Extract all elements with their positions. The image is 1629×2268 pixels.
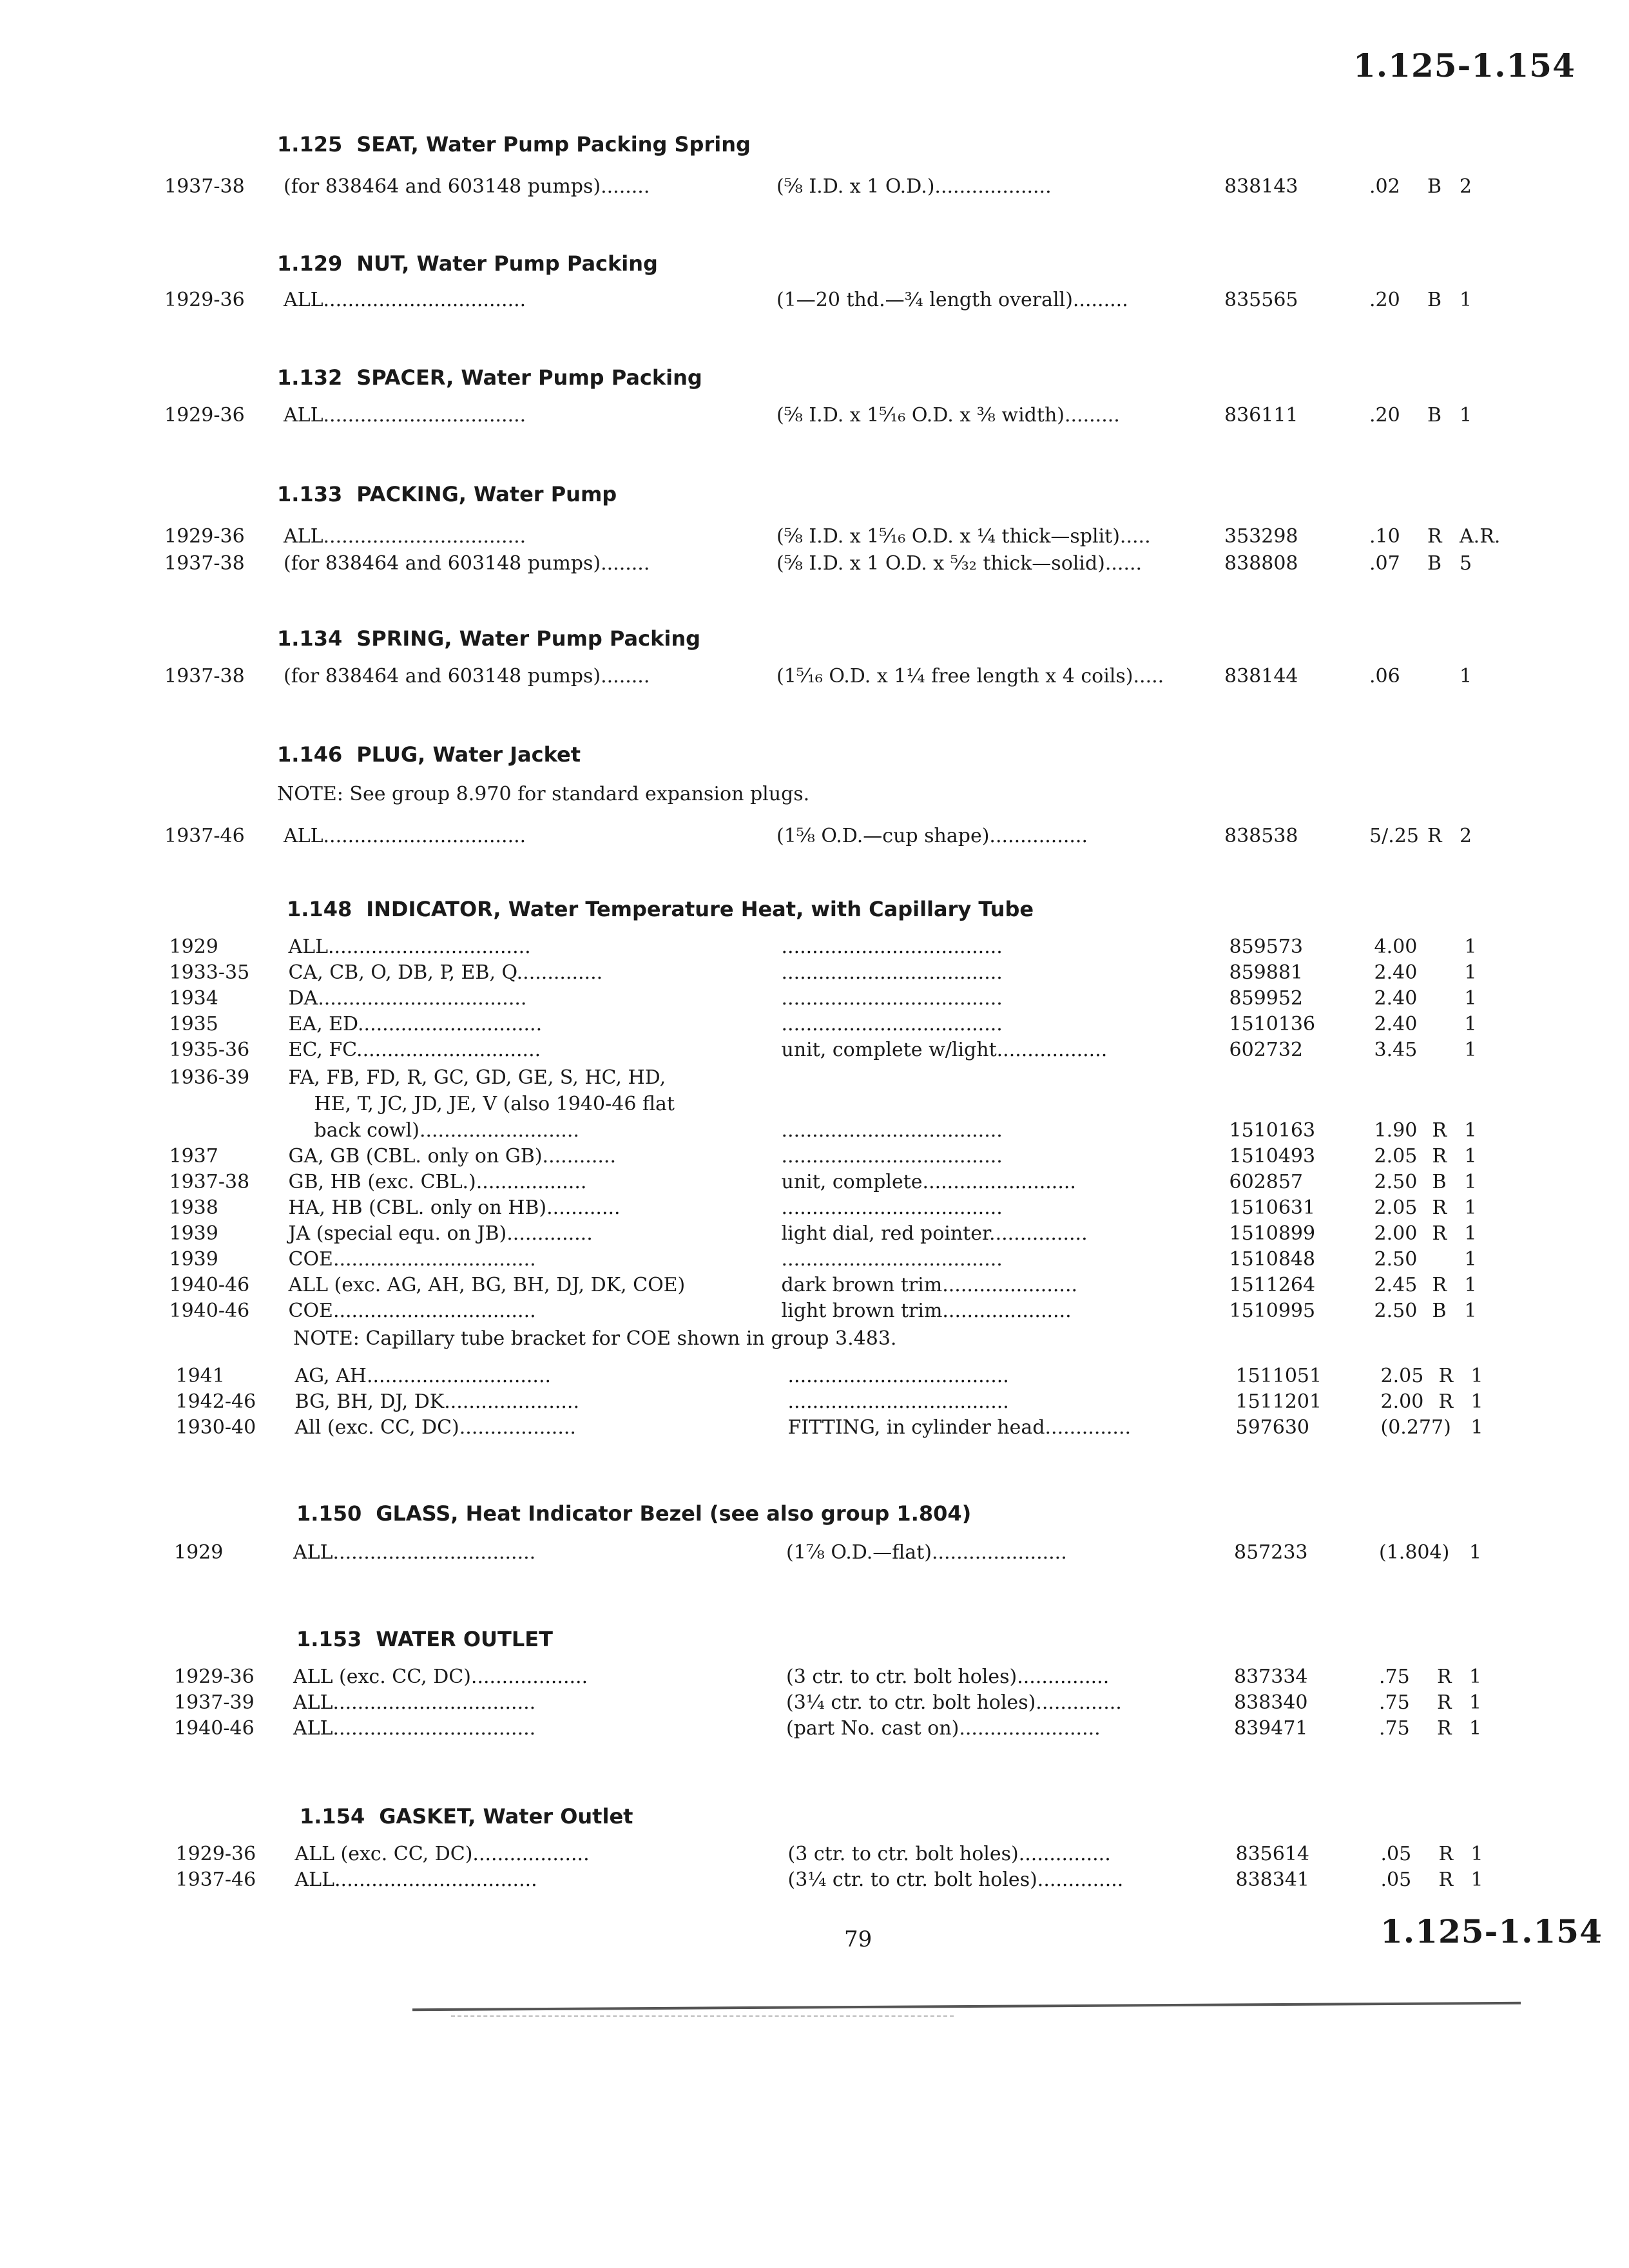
price-class: B [1427,552,1442,575]
part-number: 597630 [1235,1416,1310,1439]
list-price: .75 [1379,1691,1410,1714]
part-description: FITTING, in cylinder head.............. [787,1416,1132,1439]
list-price: .20 [1369,289,1400,311]
parts-table-row [0,1196,1629,1225]
section-number: 1.146 [277,742,343,767]
model-year: 1940-46 [169,1300,250,1322]
list-price: 2.00 [1380,1390,1424,1413]
model-applicability: ALL................................. [294,1869,537,1891]
model-applicability: COE................................. [288,1300,536,1322]
quantity: 1 [1464,1119,1477,1142]
model-year: 1929-36 [175,1843,256,1865]
part-number: 839471 [1234,1717,1308,1740]
quantity: 1 [1470,1843,1483,1865]
list-price: 2.45 [1374,1274,1418,1296]
section-number: 1.129 [277,251,343,276]
quantity: 1 [1464,1013,1477,1035]
model-year: 1937 [169,1145,218,1168]
list-price: 2.40 [1374,987,1418,1010]
quantity: 1 [1469,1691,1482,1714]
part-description: (3 ctr. to ctr. bolt holes)............... [787,1843,1111,1865]
parts-table-row [0,1365,1629,1393]
quantity: 1 [1470,1390,1483,1413]
model-year: 1929-36 [174,1666,255,1688]
section-number: 1.132 [277,365,343,390]
model-applicability: DA.................................. [288,987,527,1010]
list-price: 5/.25 [1369,825,1419,847]
model-year: 1937-46 [164,825,245,847]
list-price: 2.50 [1374,1248,1418,1271]
model-year: 1929 [174,1541,224,1564]
list-price: .75 [1379,1717,1410,1740]
section-heading [296,1501,971,1526]
quantity: 1 [1460,665,1472,687]
parts-table-row [0,987,1629,1015]
model-year: 1930-40 [175,1416,256,1439]
list-price: 1.90 [1374,1119,1418,1142]
section-number: 1.134 [277,626,343,651]
part-number: 859952 [1229,987,1304,1010]
price-class: R [1438,1390,1454,1413]
part-description: (3¼ ctr. to ctr. bolt holes).............. [786,1691,1122,1714]
list-price: .07 [1369,552,1400,575]
section-heading [277,742,581,767]
model-applicability: CA, CB, O, DB, P, EB, Q.............. [288,961,603,984]
parts-table-row [0,552,1629,581]
list-price: 2.00 [1374,1222,1418,1245]
quantity: 1 [1464,1248,1477,1271]
part-number: 838143 [1224,175,1298,198]
parts-table-row [0,1222,1629,1251]
section-number: 1.150 [296,1501,362,1526]
parts-table-row [0,825,1629,853]
section-title: SPRING, Water Pump Packing [356,626,700,651]
price-class: R [1427,525,1442,548]
part-description: light dial, red pointer................ [781,1222,1088,1245]
part-number: 1511264 [1229,1274,1316,1296]
model-year: 1937-38 [164,175,245,198]
model-applicability: ALL................................. [284,525,526,548]
model-year: 1940-46 [169,1274,250,1296]
model-applicability: AG, AH.............................. [294,1365,552,1387]
part-number: 835614 [1235,1843,1310,1865]
section-title: INDICATOR, Water Temperature Heat, with Capillary Tube [366,897,1034,921]
part-number: 1510136 [1229,1013,1316,1035]
price-class: R [1432,1222,1447,1245]
model-year: 1929-36 [164,404,245,427]
parts-table-row [0,961,1629,990]
quantity: 1 [1464,1145,1477,1168]
model-year: 1937-46 [175,1869,256,1891]
part-number: 838341 [1235,1869,1310,1891]
part-number: 1510899 [1229,1222,1316,1245]
model-applicability: (for 838464 and 603148 pumps)........ [284,552,650,575]
parts-table-row [0,1039,1629,1067]
model-year: 1937-38 [164,665,245,687]
section-number: 1.153 [296,1627,362,1651]
parts-table-row [0,404,1629,432]
part-number: 838144 [1224,665,1298,687]
price-class: R [1437,1666,1452,1688]
part-description: dark brown trim...................... [781,1274,1078,1296]
quantity: 1 [1464,1171,1477,1193]
part-number: 1511201 [1235,1390,1322,1413]
quantity: 1 [1470,1869,1483,1891]
part-number: 836111 [1224,404,1298,427]
model-year: 1940-46 [174,1717,255,1740]
section-title: SEAT, Water Pump Packing Spring [356,132,751,157]
parts-table-row [0,175,1629,204]
list-price: (0.277) [1380,1416,1451,1439]
section-heading [277,251,658,276]
model-year: 1938 [169,1196,218,1219]
section-number: 1.133 [277,482,343,506]
model-year: 1942-46 [175,1390,256,1413]
part-number: 1510631 [1229,1196,1316,1219]
part-number: 859573 [1229,936,1304,958]
quantity: 1 [1464,987,1477,1010]
model-year: 1935-36 [169,1039,250,1061]
model-applicability: ALL................................. [284,289,526,311]
model-applicability: (for 838464 and 603148 pumps)........ [284,665,650,687]
part-description: .................................... [781,1013,1003,1035]
quantity: 1 [1460,289,1472,311]
part-number: 859881 [1229,961,1304,984]
model-applicability: All (exc. CC, DC)................... [294,1416,576,1439]
list-price: .10 [1369,525,1400,548]
page-range-label: 1.125-1.154 [1353,46,1576,84]
part-description: .................................... [781,1248,1003,1271]
model-applicability: ALL................................. [284,404,526,427]
parts-table-row [0,1416,1629,1445]
part-number: 602732 [1229,1039,1304,1061]
section-heading [300,1804,633,1829]
model-year: 1929 [169,936,218,958]
model-year: 1936-39 [169,1066,250,1089]
section-heading [296,1627,553,1651]
page-divider-line [412,2002,1521,2012]
part-description: light brown trim..................... [781,1300,1072,1322]
quantity: 1 [1469,1666,1482,1688]
quantity: 1 [1464,936,1477,958]
model-year: 1929-36 [164,289,245,311]
price-class: B [1432,1300,1447,1322]
parts-table-row [0,1666,1629,1694]
parts-table-row [0,525,1629,553]
list-price: .05 [1380,1843,1412,1865]
part-description: (3 ctr. to ctr. bolt holes)............... [786,1666,1110,1688]
list-price: 2.50 [1374,1300,1418,1322]
model-applicability: BG, BH, DJ, DK...................... [294,1390,580,1413]
price-class: R [1432,1145,1447,1168]
model-year: 1941 [175,1365,225,1387]
part-number: 838808 [1224,552,1298,575]
price-class: R [1427,825,1442,847]
part-number: 838538 [1224,825,1298,847]
list-price: (1.804) [1379,1541,1450,1564]
list-price: 2.40 [1374,961,1418,984]
list-price: 4.00 [1374,936,1418,958]
parts-table-row [0,936,1629,964]
section-title: PLUG, Water Jacket [356,742,581,767]
part-description: .................................... [781,1119,1003,1142]
parts-table-row [0,1869,1629,1897]
model-applicability: FA, FB, FD, R, GC, GD, GE, S, HC, HD, [288,1066,666,1089]
price-class: B [1427,175,1442,198]
page-faint-line [451,2015,954,2017]
model-applicability: ALL (exc. AG, AH, BG, BH, DJ, DK, COE) [288,1274,686,1296]
quantity: 2 [1460,175,1472,198]
parts-table-row [0,1093,1629,1121]
model-applicability: ALL................................. [288,936,531,958]
list-price: 2.05 [1380,1365,1424,1387]
model-year: 1939 [169,1222,218,1245]
section-number: 1.148 [287,897,352,921]
price-class: R [1438,1869,1454,1891]
part-description: (1⅞ O.D.—flat)...................... [786,1541,1067,1564]
price-class: B [1432,1171,1447,1193]
parts-table-row [0,1390,1629,1419]
part-description: .................................... [781,936,1003,958]
quantity: 1 [1464,1300,1477,1322]
part-description: (1⅝ O.D.—cup shape)................ [776,825,1088,847]
section-title: GLASS, Heat Indicator Bezel (see also group 1.804) [376,1501,972,1526]
model-year: 1939 [169,1248,218,1271]
model-applicability: ALL................................. [293,1717,536,1740]
part-description: unit, complete......................... [781,1171,1076,1193]
section-title: PACKING, Water Pump [356,482,617,506]
price-class: R [1438,1365,1454,1387]
parts-table-row [0,1119,1629,1148]
price-class: R [1437,1717,1452,1740]
model-applicability: ALL................................. [284,825,526,847]
part-number: 837334 [1234,1666,1308,1688]
quantity: 1 [1470,1416,1483,1439]
page-range-bottom: 1.125-1.154 [1380,1912,1603,1950]
price-class: R [1438,1843,1454,1865]
quantity: 5 [1460,552,1472,575]
quantity: 1 [1464,1196,1477,1219]
quantity: 1 [1464,1222,1477,1245]
section-title: WATER OUTLET [376,1627,553,1651]
part-number: 838340 [1234,1691,1308,1714]
model-year: 1937-39 [174,1691,255,1714]
model-applicability: back cowl).......................... [314,1119,579,1142]
parts-table-row [0,1013,1629,1041]
model-applicability: EA, ED.............................. [288,1013,543,1035]
model-applicability: COE................................. [288,1248,536,1271]
model-year: 1937-38 [169,1171,250,1193]
part-description: .................................... [781,1196,1003,1219]
list-price: 3.45 [1374,1039,1418,1061]
part-description: .................................... [781,961,1003,984]
part-number: 353298 [1224,525,1298,548]
parts-table-row [0,1691,1629,1720]
list-price: .02 [1369,175,1400,198]
parts-table-row [0,1248,1629,1276]
list-price: 2.05 [1374,1196,1418,1219]
model-year: 1935 [169,1013,218,1035]
quantity: 2 [1460,825,1472,847]
model-applicability: ALL (exc. CC, DC)................... [293,1666,588,1688]
section-heading [277,482,617,506]
part-description: (⅝ I.D. x 1 O.D.)................... [776,175,1052,198]
list-price: .06 [1369,665,1400,687]
model-year: 1929-36 [164,525,245,548]
quantity: 1 [1469,1717,1482,1740]
page-number: 79 [844,1927,872,1952]
section-heading [287,897,1034,921]
quantity: 1 [1464,1274,1477,1296]
section-title: NUT, Water Pump Packing [356,251,658,276]
section-title: SPACER, Water Pump Packing [356,365,702,390]
part-number: 1510995 [1229,1300,1316,1322]
parts-table-row [0,665,1629,693]
list-price: 2.40 [1374,1013,1418,1035]
part-number: 1511051 [1235,1365,1322,1387]
price-class: B [1427,289,1442,311]
model-year: 1934 [169,987,218,1010]
parts-table-row [0,1066,1629,1095]
model-applicability: GA, GB (CBL. only on GB)............ [288,1145,616,1168]
model-applicability: HA, HB (CBL. only on HB)............ [288,1196,621,1219]
model-applicability: (for 838464 and 603148 pumps)........ [284,175,650,198]
list-price: 2.05 [1374,1145,1418,1168]
quantity: 1 [1464,961,1477,984]
price-class: B [1427,404,1442,427]
parts-table-row [0,1843,1629,1871]
model-year: 1933-35 [169,961,250,984]
quantity: 1 [1470,1365,1483,1387]
part-description: (⅝ I.D. x 1⁵⁄₁₆ O.D. x ¼ thick—split)..... [776,525,1151,548]
price-class: R [1432,1119,1447,1142]
page-range-top [1353,46,1576,84]
model-year: 1937-38 [164,552,245,575]
model-applicability: HE, T, JC, JD, JE, V (also 1940-46 flat [314,1093,675,1115]
part-description: (part No. cast on)....................... [786,1717,1101,1740]
section-heading [277,626,700,651]
section-note: NOTE: Capillary tube bracket for COE shown in group 3.483. [293,1327,897,1350]
quantity: 1 [1460,404,1472,427]
list-price: .20 [1369,404,1400,427]
model-applicability: ALL (exc. CC, DC)................... [294,1843,590,1865]
price-class: R [1432,1196,1447,1219]
part-description: (⅝ I.D. x 1 O.D. x ⁵⁄₃₂ thick—solid)...... [776,552,1142,575]
part-number: 1510493 [1229,1145,1316,1168]
quantity: A.R. [1460,525,1501,548]
parts-table-row [0,1171,1629,1199]
quantity: 1 [1469,1541,1482,1564]
parts-table-row [0,1541,1629,1570]
part-number: 835565 [1224,289,1298,311]
parts-table-row [0,1300,1629,1328]
parts-table-row [0,1145,1629,1173]
section-number: 1.125 [277,132,343,157]
quantity: 1 [1464,1039,1477,1061]
model-applicability: ALL................................. [293,1691,536,1714]
part-description: .................................... [787,1390,1009,1413]
list-price: .75 [1379,1666,1410,1688]
section-heading [277,365,702,390]
price-class: R [1437,1691,1452,1714]
part-number: 602857 [1229,1171,1304,1193]
part-description: (1—20 thd.—¾ length overall)......... [776,289,1128,311]
part-description: (3¼ ctr. to ctr. bolt holes).............. [787,1869,1124,1891]
part-description: .................................... [787,1365,1009,1387]
price-class: R [1432,1274,1447,1296]
section-title: GASKET, Water Outlet [379,1804,633,1829]
section-number: 1.154 [300,1804,365,1829]
part-description: (⅝ I.D. x 1⁵⁄₁₆ O.D. x ⅜ width)......... [776,404,1120,427]
list-price: .05 [1380,1869,1412,1891]
model-applicability: GB, HB (exc. CBL.).................. [288,1171,587,1193]
part-number: 857233 [1234,1541,1308,1564]
model-applicability: EC, FC.............................. [288,1039,541,1061]
part-description: unit, complete w/light.................. [781,1039,1108,1061]
list-price: 2.50 [1374,1171,1418,1193]
parts-table-row [0,1274,1629,1302]
parts-table-row [0,289,1629,317]
parts-table-row [0,1717,1629,1745]
part-number: 1510848 [1229,1248,1316,1271]
part-description: .................................... [781,1145,1003,1168]
model-applicability: ALL................................. [293,1541,536,1564]
part-number: 1510163 [1229,1119,1316,1142]
section-note: NOTE: See group 8.970 for standard expansion plugs. [277,783,810,805]
section-heading [277,132,751,157]
part-description: .................................... [781,987,1003,1010]
model-applicability: JA (special equ. on JB).............. [288,1222,593,1245]
part-description: (1⁵⁄₁₆ O.D. x 1¼ free length x 4 coils)..... [776,665,1164,687]
